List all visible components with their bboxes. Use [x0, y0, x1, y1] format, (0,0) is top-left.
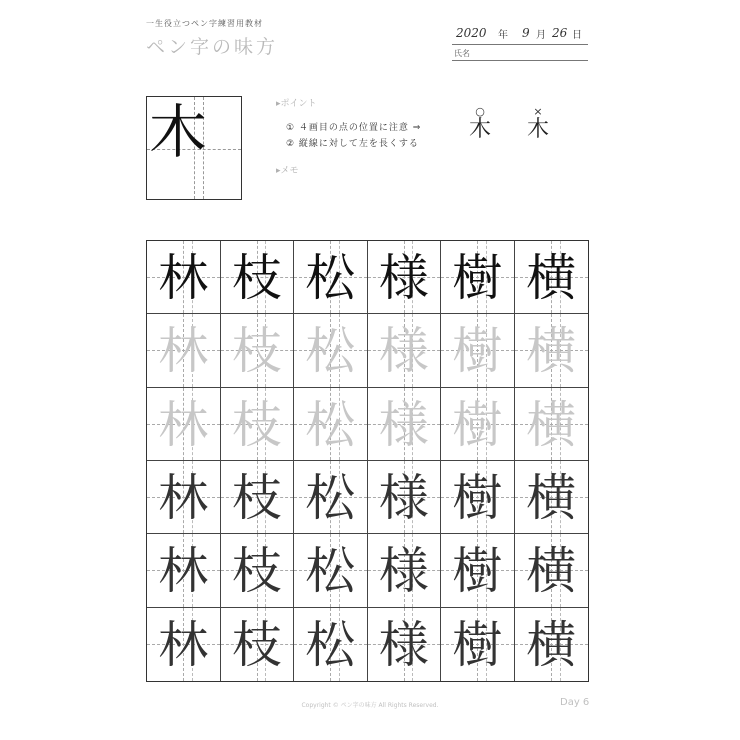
practice-cell[interactable] — [515, 314, 589, 387]
practice-character: 松 — [305, 249, 356, 307]
practice-cell[interactable] — [441, 314, 515, 387]
practice-character: 枝 — [231, 249, 282, 307]
tip-1: ① ４画目の点の位置に注意 ⇒ — [286, 123, 422, 133]
practice-cell[interactable] — [368, 314, 442, 387]
date-day-label: 日 — [572, 30, 582, 41]
practice-cell[interactable] — [147, 241, 221, 314]
practice-cell[interactable] — [515, 388, 589, 461]
date-year-label: 年 — [498, 30, 508, 41]
practice-character: 松 — [305, 395, 356, 454]
bad-example-glyph: 木 — [526, 117, 549, 142]
practice-character: 樹 — [452, 395, 503, 454]
practice-cell[interactable] — [294, 241, 368, 314]
date-month: 9 — [522, 26, 530, 40]
practice-cell[interactable] — [221, 534, 295, 607]
practice-cell[interactable] — [515, 461, 589, 534]
practice-cell[interactable] — [221, 314, 295, 387]
point-heading: ▸ポイント — [276, 99, 317, 109]
practice-character: 横 — [526, 615, 577, 674]
practice-cell[interactable] — [294, 534, 368, 607]
practice-character: 松 — [305, 542, 356, 601]
practice-character: 様 — [378, 395, 429, 454]
practice-character: 松 — [305, 322, 356, 381]
practice-cell[interactable] — [294, 388, 368, 461]
practice-grid — [146, 240, 589, 682]
practice-character: 枝 — [231, 322, 282, 381]
practice-character: 様 — [378, 249, 429, 307]
practice-character: 樹 — [452, 469, 503, 527]
practice-cell[interactable] — [147, 534, 221, 607]
date-field[interactable] — [452, 26, 588, 45]
practice-cell[interactable] — [441, 461, 515, 534]
practice-cell[interactable] — [221, 608, 295, 681]
practice-character: 様 — [378, 615, 429, 674]
series-subtitle: 一生役立つペン字練習用教材 — [146, 19, 263, 28]
model-character-box — [146, 96, 242, 200]
practice-character: 樹 — [452, 542, 503, 601]
practice-character: 林 — [158, 469, 209, 527]
practice-cell[interactable] — [147, 461, 221, 534]
memo-heading: ▸メモ — [276, 166, 299, 176]
date-year: 2020 — [456, 26, 487, 40]
page-title: ペン字の味方 — [146, 36, 279, 58]
practice-character: 樹 — [452, 249, 503, 307]
practice-cell[interactable] — [368, 461, 442, 534]
practice-cell[interactable] — [368, 534, 442, 607]
practice-character: 様 — [378, 469, 429, 527]
practice-cell[interactable] — [368, 608, 442, 681]
practice-cell[interactable] — [221, 461, 295, 534]
practice-cell[interactable] — [515, 241, 589, 314]
practice-character: 林 — [158, 322, 209, 381]
practice-cell[interactable] — [515, 608, 589, 681]
practice-character: 枝 — [231, 615, 282, 674]
practice-character: 林 — [158, 249, 209, 307]
practice-cell[interactable] — [368, 241, 442, 314]
practice-cell[interactable] — [294, 608, 368, 681]
practice-cell[interactable] — [221, 388, 295, 461]
practice-character: 松 — [305, 469, 356, 527]
practice-character: 林 — [158, 395, 209, 454]
name-label: 氏名 — [454, 49, 470, 58]
practice-cell[interactable] — [147, 314, 221, 387]
practice-character: 枝 — [231, 542, 282, 601]
practice-character: 枝 — [231, 469, 282, 527]
practice-cell[interactable] — [147, 608, 221, 681]
practice-cell[interactable] — [221, 241, 295, 314]
bad-example — [526, 106, 550, 142]
practice-character: 松 — [305, 615, 356, 674]
practice-character: 樹 — [452, 322, 503, 381]
practice-character: 横 — [526, 542, 577, 601]
good-example — [468, 106, 492, 142]
practice-cell[interactable] — [441, 388, 515, 461]
name-field[interactable] — [452, 44, 588, 61]
practice-cell[interactable] — [294, 461, 368, 534]
circle-mark-icon: ○ — [475, 105, 485, 118]
practice-cell[interactable] — [294, 314, 368, 387]
date-month-label: 月 — [536, 30, 546, 41]
practice-character: 樹 — [452, 615, 503, 674]
practice-cell[interactable] — [441, 241, 515, 314]
model-character: 木 — [149, 98, 208, 166]
good-example-glyph: 木 — [468, 117, 491, 142]
practice-character: 横 — [526, 322, 577, 381]
tip-2: ② 縦線に対して左を長くする — [286, 139, 419, 149]
practice-cell[interactable] — [441, 608, 515, 681]
copyright-text: Copyright © ペン字の味方 All Rights Reserved. — [301, 702, 439, 709]
practice-character: 林 — [158, 542, 209, 601]
practice-character: 林 — [158, 615, 209, 674]
practice-character: 横 — [526, 249, 577, 307]
practice-cell[interactable] — [368, 388, 442, 461]
practice-character: 横 — [526, 469, 577, 527]
practice-cell[interactable] — [147, 388, 221, 461]
practice-character: 様 — [378, 542, 429, 601]
cross-mark-icon: × — [533, 105, 543, 118]
practice-cell[interactable] — [515, 534, 589, 607]
day-label: Day 6 — [560, 697, 590, 708]
date-day: 26 — [552, 26, 568, 40]
practice-character: 様 — [378, 322, 429, 381]
practice-character: 枝 — [231, 395, 282, 454]
practice-character: 横 — [526, 395, 577, 454]
practice-cell[interactable] — [441, 534, 515, 607]
